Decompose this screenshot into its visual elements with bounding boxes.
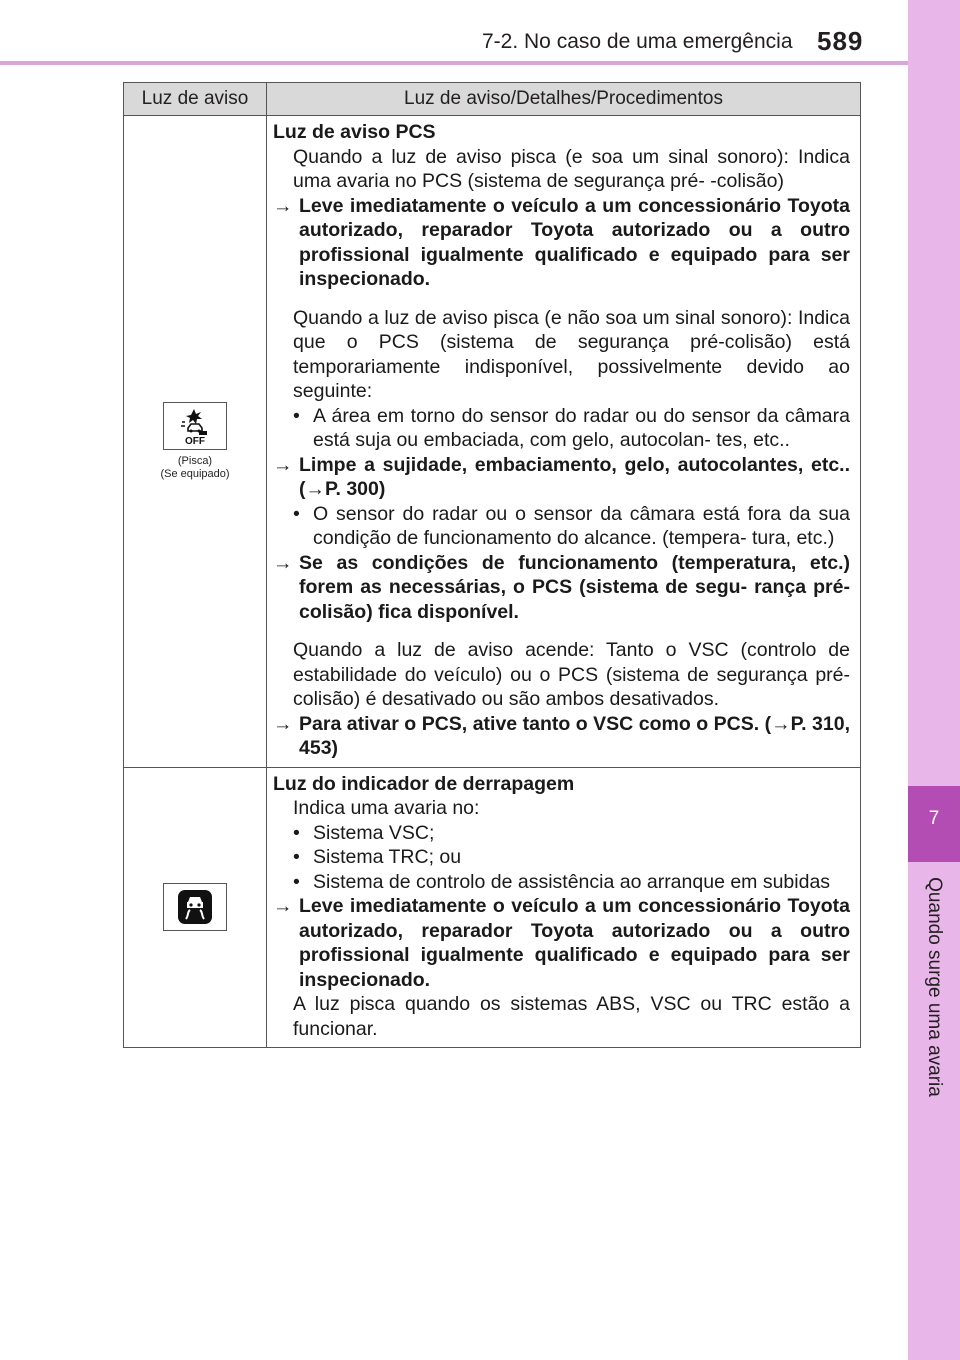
list-item-text: Sistema VSC; [313,821,435,844]
chapter-number: 7 [928,808,940,829]
chapter-number-box [908,786,960,862]
arrow-icon: → [273,551,293,574]
pcs-off-warning-icon [163,402,227,450]
table-row [124,768,860,1048]
page-number: 589 [817,26,864,56]
arrow-icon: → [273,453,293,476]
chapter-label: Quando surge uma avaria [924,877,945,1097]
procedure-text: Para ativar o PCS, ative tanto o VSC como o PCS. (→P. 310, 453) [299,712,850,759]
pcs-title: Luz de aviso PCS [273,121,436,143]
list-item-text: Sistema de controlo de assistência ao arranque em subidas [313,870,831,893]
warning-light-table [123,82,861,1048]
procedure-item [273,712,850,761]
warning-light-cell [124,768,267,1048]
details-cell [267,116,860,767]
details-cell [267,768,860,1048]
list-item [273,845,850,870]
bullet-icon: • [293,821,300,844]
procedure-text: Se as condições de funcionamento (temperatura, etc.) forem as necessárias, o PCS (sistema de segu- rança pré-colisão) fica disponível. [299,551,850,623]
warning-light-cell [124,116,267,767]
bullet-icon: • [293,870,300,893]
arrow-icon: → [273,712,293,735]
bullet-icon: • [293,846,300,868]
column-header-details: Luz de aviso/Detalhes/Procedimentos [404,88,723,109]
table-row [124,116,860,768]
blink-caption: (Pisca) [177,454,213,467]
chapter-side-tab [908,0,960,1360]
column-header-light: Luz de aviso [124,83,267,115]
slip-paragraph-2: A luz pisca quando os sistemas ABS, VSC ou TRC estão a funcionar. [293,993,850,1040]
table-header [124,83,860,116]
list-item-text: O sensor do radar ou o sensor da câmara está fora da sua condição de funcionamento do alcance. (tempera- tura, etc.) [313,502,850,549]
list-item-text: A área em torno do sensor do radar ou do sensor da câmara está suja ou embaciada, com gelo, autocolan- tes, etc.. [313,404,850,451]
arrow-icon: → [273,194,293,217]
slip-title: Luz do indicador de derrapagem [273,772,575,795]
list-item [273,821,850,846]
procedure-item [273,453,850,502]
slip-indicator-icon [163,883,227,931]
svg-text:OFF: OFF [185,435,205,446]
arrow-icon: → [273,895,293,917]
list-item [273,404,850,453]
slip-paragraph-1: Indica uma avaria no: [293,797,480,819]
list-item [273,502,850,551]
procedure-text: Leve imediatamente o veículo a um concessionário Toyota autorizado, reparador Toyota autorizado ou a outro profissional igualmente qualificado e equipado para ser inspecionado. [299,895,850,991]
bullet-icon: • [293,404,300,427]
pcs-paragraph-1: Quando a luz de aviso pisca (e soa um sinal sonoro): Indica uma avaria no PCS (sistema de segurança pré- -colisão) [293,145,850,192]
equipped-caption: (Se equipado) [160,467,230,480]
procedure-text: Leve imediatamente o veículo a um concessionário Toyota autorizado, reparador Toyota autorizado ou a outro profissional igualmente qualificado e equipado para ser inspecionado. [299,194,850,290]
header-divider [0,61,908,65]
procedure-item [273,551,850,625]
list-item [273,870,850,895]
section-title: 7-2. No caso de uma emergência [482,30,793,53]
pcs-paragraph-3: Quando a luz de aviso acende: Tanto o VSC (controlo de estabilidade do veículo) ou o PCS (sistema de segurança pré-colisão) é desativado ou são ambos desativados. [293,639,850,710]
pcs-paragraph-2: Quando a luz de aviso pisca (e não soa um sinal sonoro): Indica que o PCS (sistema de segurança pré-colisão) está temporariamente indisponível, possivelmente devido ao seguinte: [293,306,850,402]
procedure-item [273,894,850,992]
bullet-icon: • [293,502,300,525]
procedure-text: Limpe a sujidade, embaciamento, gelo, autocolantes, etc.. (→P. 300) [299,453,850,500]
list-item-text: Sistema TRC; ou [313,846,462,868]
procedure-item [273,194,850,292]
